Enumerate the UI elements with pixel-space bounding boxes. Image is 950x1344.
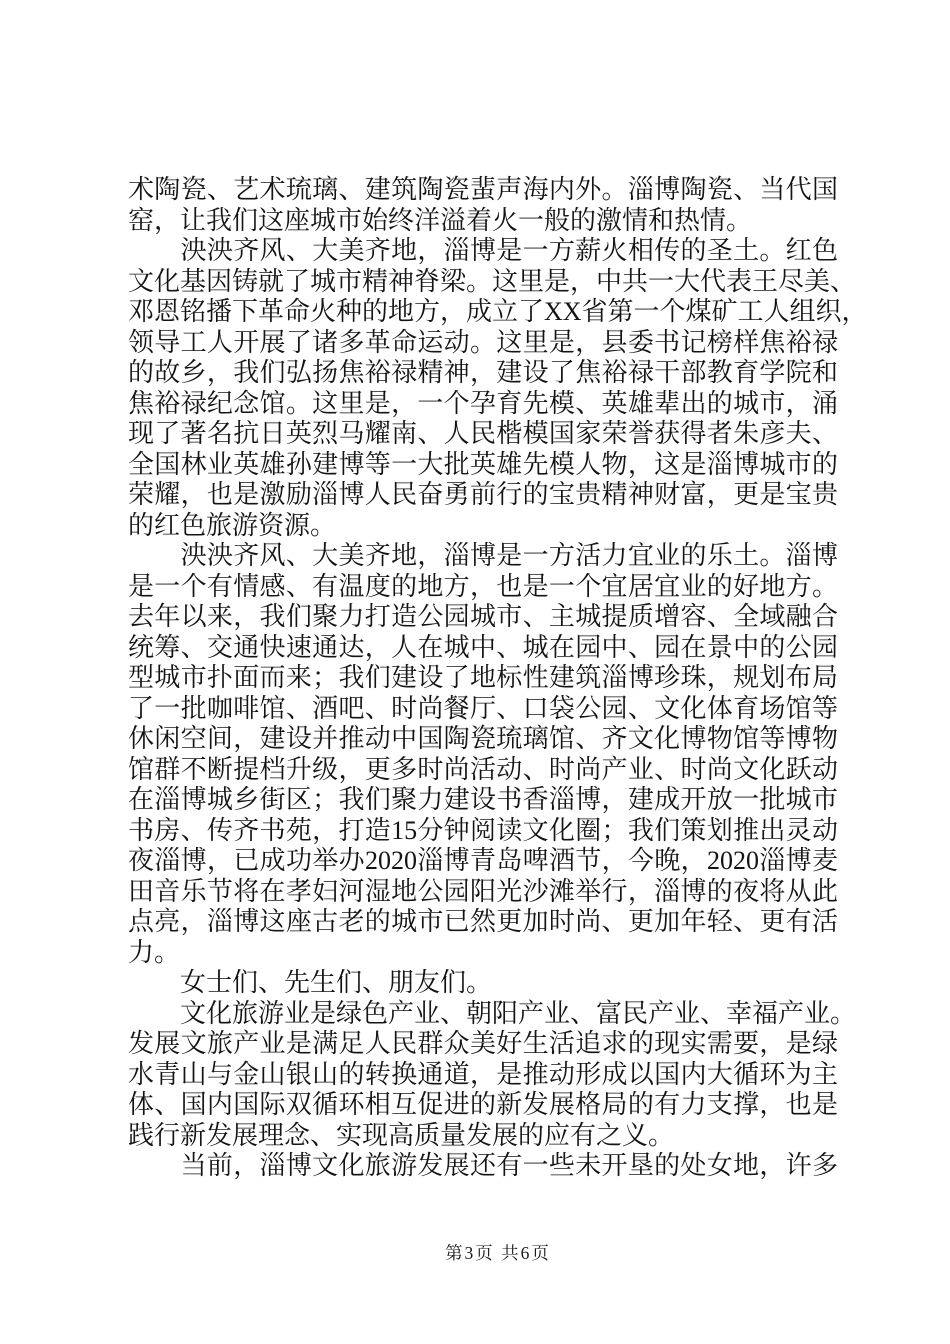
text-line: 发展文旅产业是满足人民群众美好生活追求的现实需要，是绿 <box>128 1029 838 1058</box>
text-line: 文化旅游业是绿色产业、朝阳产业、富民产业、幸福产业。 <box>128 998 857 1028</box>
text-line: 型城市扑面而来；我们建设了地标性建筑淄博珍珠，规划布局 <box>128 663 838 692</box>
text-line: 窑，让我们这座城市始终洋溢着火一般的激情和热情。 <box>128 205 753 235</box>
text-line: 女士们、先生们、朋友们。 <box>128 968 493 997</box>
text-line: 全国林业英雄孙建博等一大批英雄先模人物，这是淄博城市的 <box>128 449 838 479</box>
page-number-label: 第3页 共6页 <box>445 1243 551 1263</box>
text-line: 休闲空间，建设并推动中国陶瓷琉璃馆、齐文化博物馆等博物 <box>128 724 838 753</box>
document-body <box>128 175 868 1182</box>
text-line: 的红色旅游资源。 <box>128 510 337 540</box>
text-line: 泱泱齐风、大美齐地，淄博是一方薪火相传的圣土。红色 <box>128 236 838 265</box>
text-line: 点亮，淄博这座古老的城市已然更加时尚、更加年轻、更有活 <box>128 907 838 936</box>
text-line: 力。 <box>128 937 181 967</box>
text-line: 领导工人开展了诸多革命运动。这里是，县委书记榜样焦裕禄 <box>128 327 838 357</box>
text-line: 现了著名抗日英烈马耀南、人民楷模国家荣誉获得者朱彦夫、 <box>128 419 838 448</box>
text-line: 焦裕禄纪念馆。这里是，一个孕育先模、英雄辈出的城市，涌 <box>128 388 838 418</box>
text-line: 泱泱齐风、大美齐地，淄博是一方活力宜业的乐土。淄博 <box>128 541 838 570</box>
text-line: 书房、传齐书苑，打造15分钟阅读文化圈；我们策划推出灵动 <box>128 815 838 845</box>
text-line: 夜淄博，已成功举办2020淄博青岛啤酒节，今晚，2020淄博麦 <box>128 846 838 875</box>
text-line: 的故乡，我们弘扬焦裕禄精神，建设了焦裕禄干部教育学院和 <box>128 358 838 387</box>
text-line: 了一批咖啡馆、酒吧、时尚餐厅、口袋公园、文化体育场馆等 <box>128 693 838 723</box>
text-line: 是一个有情感、有温度的地方，也是一个宜居宜业的好地方。 <box>128 571 838 601</box>
text-line: 水青山与金山银山的转换通道，是推动形成以国内大循环为主 <box>128 1059 838 1089</box>
text-line: 践行新发展理念、实现高质量发展的应有之义。 <box>128 1120 675 1150</box>
text-line: 田音乐节将在孝妇河湿地公园阳光沙滩举行，淄博的夜将从此 <box>128 876 838 906</box>
text-line: 去年以来，我们聚力打造公园城市、主城提质增容、全域融合 <box>128 602 838 631</box>
text-line: 统筹、交通快速通达，人在城中、城在园中、园在景中的公园 <box>128 632 838 662</box>
text-line: 体、国内国际双循环相互促进的新发展格局的有力支撑，也是 <box>128 1090 838 1119</box>
text-line: 在淄博城乡街区；我们聚力建设书香淄博，建成开放一批城市 <box>128 785 838 814</box>
text-line: 术陶瓷、艺术琉璃、建筑陶瓷蜚声海内外。淄博陶瓷、当代国 <box>128 175 838 204</box>
text-line: 邓恩铭播下革命火种的地方，成立了XX省第一个煤矿工人组织， <box>128 297 868 326</box>
text-line: 荣耀，也是激励淄博人民奋勇前行的宝贵精神财富，更是宝贵 <box>128 480 838 509</box>
page-footer <box>0 1241 950 1265</box>
text-line: 当前，淄博文化旅游发展还有一些未开垦的处女地，许多 <box>128 1151 838 1180</box>
text-line: 馆群不断提档升级，更多时尚活动、时尚产业、时尚文化跃动 <box>128 754 838 784</box>
text-line: 文化基因铸就了城市精神脊梁。这里是，中共一大代表王尽美、 <box>128 266 857 296</box>
